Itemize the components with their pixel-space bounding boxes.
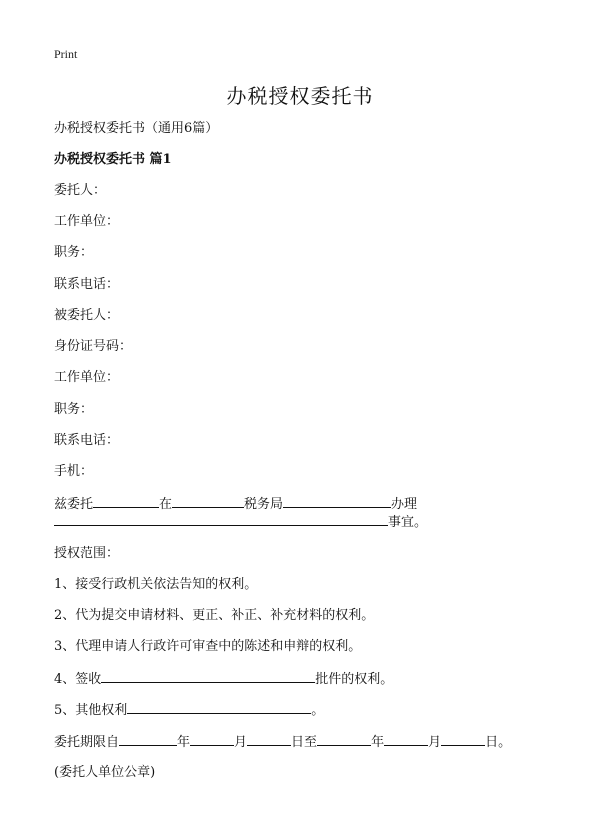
print-label[interactable]: Print <box>54 47 78 61</box>
scope-item-4-prefix: 4、签收 <box>54 672 102 687</box>
start-year-blank[interactable] <box>119 733 177 746</box>
term-year-2: 年 <box>371 735 385 750</box>
agent-id-number-label: 身份证号码： <box>54 339 133 354</box>
entrusted-party-blank[interactable] <box>93 495 159 508</box>
location-blank[interactable] <box>172 495 244 508</box>
agent-position-label: 职务： <box>54 402 94 417</box>
term-prefix: 委托期限自 <box>54 735 120 750</box>
agent-employer-label: 工作单位： <box>54 370 120 385</box>
approval-document-blank[interactable] <box>101 670 315 683</box>
scope-item-2: 2、代为提交申请材料、更正、补正、补充材料的权利。 <box>54 608 375 623</box>
entrust-text-1: 兹委托 <box>54 497 94 512</box>
end-day-blank[interactable] <box>441 733 485 746</box>
agent-mobile-label: 手机： <box>54 464 94 479</box>
document-subtitle: 办税授权委托书（通用6篇） <box>54 121 219 136</box>
principal-phone-label: 联系电话： <box>54 277 120 292</box>
agent-label: 被委托人： <box>54 308 120 323</box>
scope-heading: 授权范围： <box>54 546 120 561</box>
scope-item-1: 1、接受行政机关依法告知的权利。 <box>54 577 258 592</box>
principal-label: 委托人： <box>54 183 107 198</box>
principal-employer-label: 工作单位： <box>54 214 120 229</box>
term-year-1: 年 <box>177 735 191 750</box>
end-year-blank[interactable] <box>317 733 371 746</box>
entrust-text-2: 在 <box>159 497 173 512</box>
entrust-text-5: 事宜。 <box>388 515 428 530</box>
entrust-sentence-continued <box>54 513 427 531</box>
entrust-sentence <box>54 495 417 513</box>
other-rights-blank[interactable] <box>127 701 311 714</box>
start-month-blank[interactable] <box>190 733 234 746</box>
end-month-blank[interactable] <box>384 733 428 746</box>
document-title: 办税授权委托书 <box>226 84 374 108</box>
term-day-to: 日至 <box>291 735 318 750</box>
scope-item-4-suffix: 批件的权利。 <box>315 672 394 687</box>
agent-phone-label: 联系电话： <box>54 433 120 448</box>
start-day-blank[interactable] <box>247 733 291 746</box>
section-heading: 办税授权委托书 篇1 <box>54 152 172 167</box>
term-month-2: 月 <box>428 735 442 750</box>
seal-note: (委托人单位公章) <box>54 765 156 780</box>
principal-position-label: 职务： <box>54 245 94 260</box>
tax-bureau-blank[interactable] <box>283 495 391 508</box>
entrust-text-4: 办理 <box>391 497 418 512</box>
term-day-end: 日。 <box>485 735 512 750</box>
scope-item-3: 3、代理申请人行政许可审查中的陈述和申辩的权利。 <box>54 639 362 654</box>
matter-blank[interactable] <box>54 513 388 526</box>
term-month-1: 月 <box>234 735 248 750</box>
scope-item-5 <box>54 701 324 719</box>
entrust-text-3: 税务局 <box>244 497 284 512</box>
scope-item-5-suffix: 。 <box>311 703 325 718</box>
scope-item-5-prefix: 5、其他权利 <box>54 703 128 718</box>
scope-item-4 <box>54 670 393 688</box>
term-line <box>54 733 511 751</box>
